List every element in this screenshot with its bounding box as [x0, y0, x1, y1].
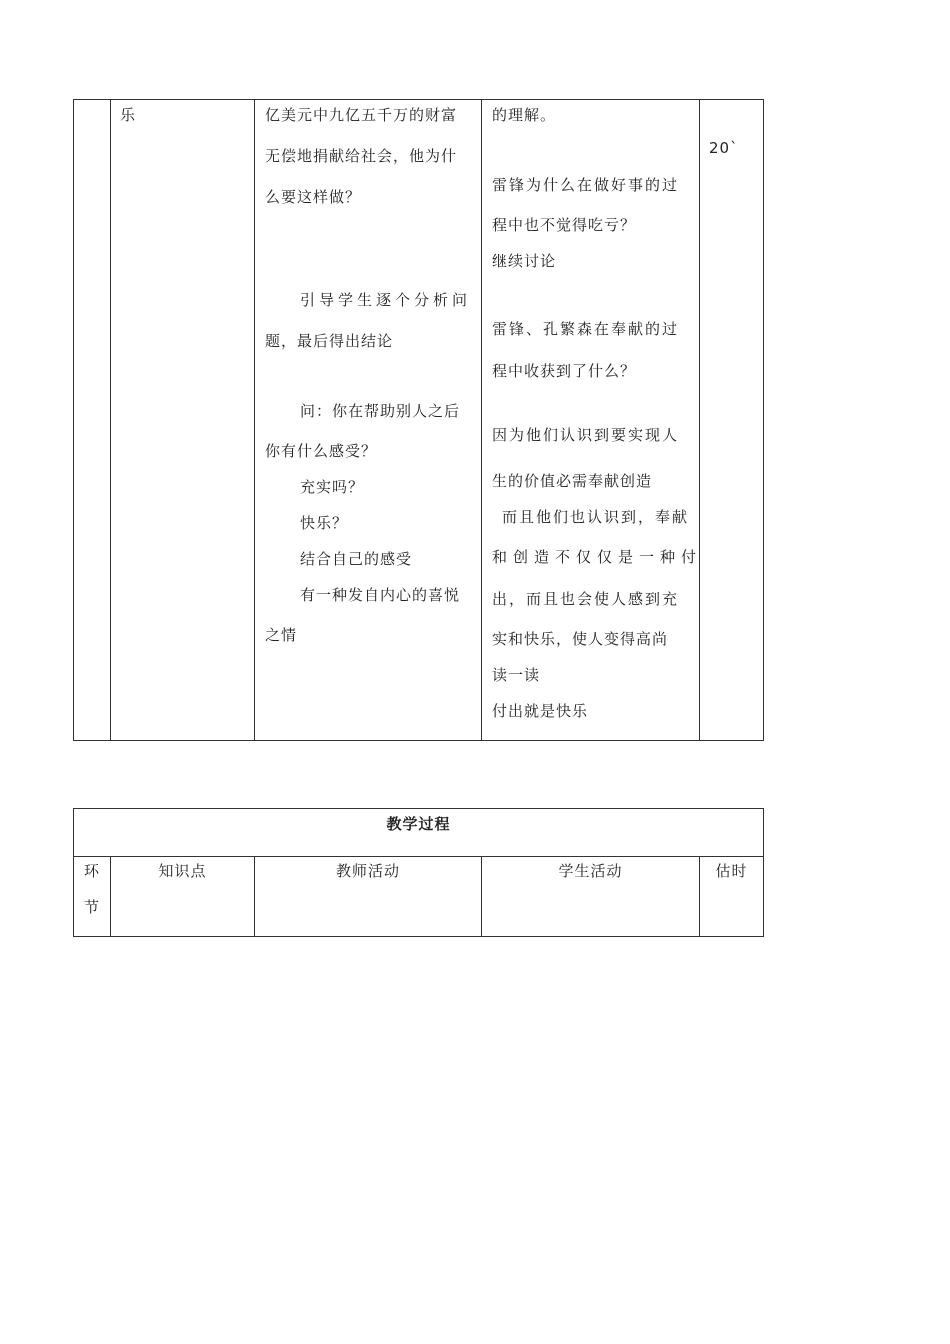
teacher-block-d	[265, 473, 473, 657]
table-title: 教学过程	[386, 815, 451, 833]
teacher-line: 引导学生逐个分析问	[300, 291, 472, 309]
student-activity-cell	[482, 100, 703, 741]
student-line: 实和快乐，使人变得高尚	[492, 630, 669, 648]
header-stage-char-1: 环	[83, 862, 100, 880]
lesson-table-continued	[73, 99, 764, 741]
knowledge-text: 乐	[120, 106, 137, 124]
table-title-cell	[74, 809, 764, 857]
student-line: 付出就是快乐	[492, 702, 589, 720]
header-stage	[74, 857, 111, 937]
student-line: 而且他们也认识到，奉献	[502, 508, 690, 526]
teacher-line: 亿美元中九亿五千万的财富	[265, 106, 458, 124]
time-cell	[700, 100, 764, 741]
teacher-line: 充实吗？	[300, 478, 365, 496]
header-time	[700, 857, 764, 937]
teacher-line: 快乐？	[300, 514, 349, 532]
student-line: 程中也不觉得吃亏？	[492, 216, 637, 234]
teacher-activity-cell	[255, 100, 482, 741]
student-line: 雷锋为什么在做好事的过	[492, 176, 680, 194]
header-teacher-label: 教师活动	[335, 862, 400, 880]
knowledge-cell	[111, 100, 255, 741]
teacher-block-c	[265, 397, 473, 473]
header-knowledge-label: 知识点	[158, 862, 207, 880]
header-student	[482, 857, 700, 937]
stage-cell	[74, 100, 111, 741]
teacher-block-a	[265, 101, 473, 224]
student-line: 因为他们认识到要实现人	[492, 426, 680, 444]
student-line: 读一读	[492, 666, 541, 684]
time-value: 20`	[709, 139, 739, 157]
header-time-label: 估时	[715, 862, 748, 880]
header-knowledge	[111, 857, 255, 937]
teacher-line: 题，最后得出结论	[265, 332, 394, 350]
header-student-label: 学生活动	[558, 862, 623, 880]
teacher-line: 有一种发自内心的喜悦	[300, 586, 461, 604]
header-stage-char-2: 节	[83, 898, 100, 916]
teacher-block-b	[265, 286, 473, 368]
teacher-line: 你有什么感受？	[265, 442, 378, 460]
student-line: 雷锋、孔繁森在奉献的过	[492, 320, 680, 338]
teacher-line: 么要这样做？	[265, 188, 362, 206]
student-line: 的理解。	[492, 106, 557, 124]
teacher-line: 结合自己的感受	[300, 550, 413, 568]
student-line: 程中收获到了什么？	[492, 362, 637, 380]
student-line: 生的价值必需奉献创造	[492, 472, 653, 490]
student-line: 出，而且也会使人感到充	[492, 590, 680, 608]
student-line: 继续讨论	[492, 252, 557, 270]
teacher-line: 之情	[265, 626, 298, 644]
header-teacher	[255, 857, 482, 937]
teacher-line: 问：你在帮助别人之后	[300, 402, 461, 420]
student-line: 和创造不仅仅是一种付	[492, 548, 703, 566]
teacher-line: 无偿地捐献给社会，他为什	[265, 147, 458, 165]
lesson-process-table	[73, 808, 764, 937]
